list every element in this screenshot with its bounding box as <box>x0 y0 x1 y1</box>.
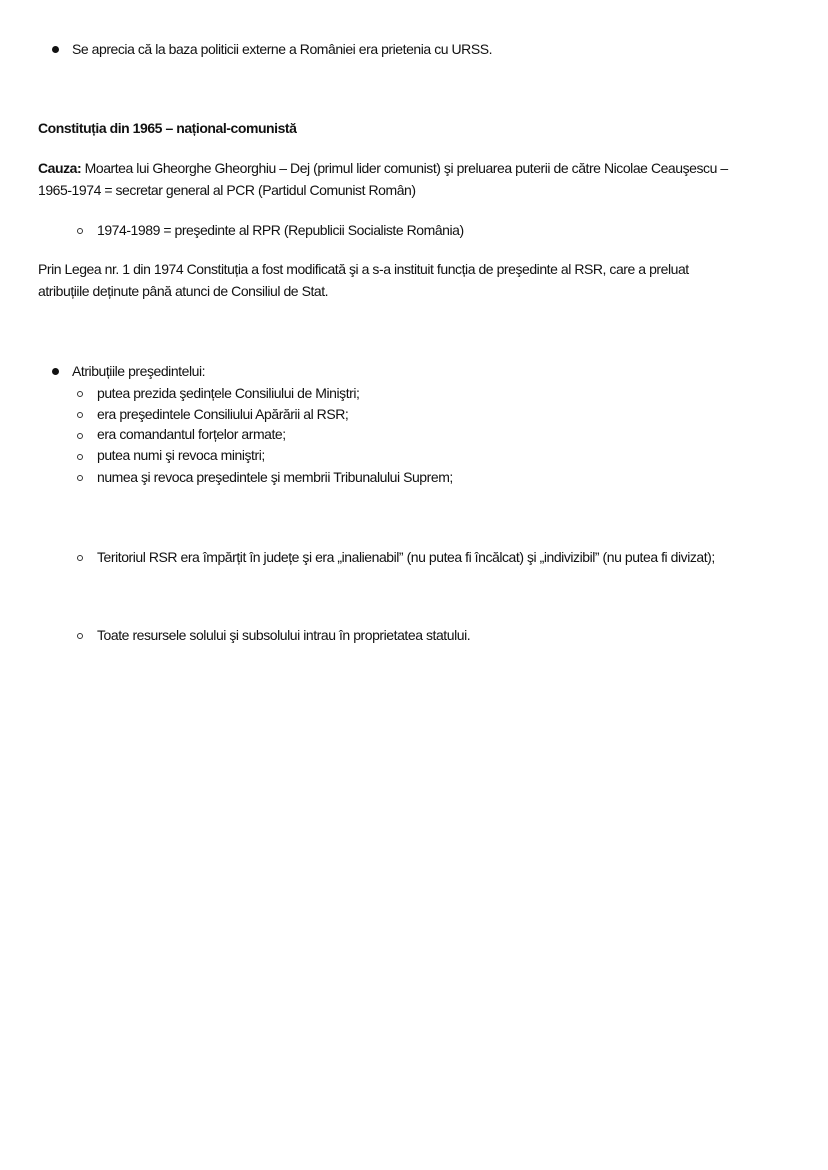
law-line-1: Prin Legea nr. 1 din 1974 Constituția a fost modificată şi a s-a instituit funcția de preşedinte al RSR, care a preluat <box>38 261 689 277</box>
circle-bullet-icon <box>77 412 83 418</box>
attribution-item: era preşedintele Consiliului Apărării al RSR; <box>97 406 349 422</box>
attribution-item: numea şi revoca preşedintele şi membrii Tribunalului Suprem; <box>97 469 453 485</box>
circle-bullet-icon <box>77 475 83 481</box>
circle-bullet-icon <box>77 433 83 439</box>
cause-label: Cauza: <box>38 160 82 176</box>
cause-line-2: 1965-1974 = secretar general al PCR (Partidul Comunist Român) <box>38 182 416 198</box>
president-period: 1974-1989 = preşedinte al RPR (Republicii Socialiste România) <box>97 222 464 238</box>
cause-text: Moartea lui Gheorghe Gheorghiu – Dej (primul lider comunist) şi preluarea puterii de către Nicolae Ceauşescu – <box>81 160 728 176</box>
attribution-item: putea prezida şedințele Consiliului de Miniştri; <box>97 385 360 401</box>
circle-bullet-icon <box>77 454 83 460</box>
attribution-item: era comandantul forțelor armate; <box>97 426 286 442</box>
resources-item: Toate resursele solului şi subsolului intrau în proprietatea statului. <box>97 627 471 643</box>
circle-bullet-icon <box>77 228 83 234</box>
section-heading: Constituția din 1965 – național-comunistă <box>38 120 297 136</box>
foreign-policy-bullet: Se aprecia că la baza politicii externe a României era prietenia cu URSS. <box>72 41 493 57</box>
circle-bullet-icon <box>77 391 83 397</box>
law-line-2: atribuțiile deținute până atunci de Consiliul de Stat. <box>38 283 329 299</box>
attribution-item: putea numi şi revoca miniştri; <box>97 447 265 463</box>
attributions-title: Atribuțiile preşedintelui: <box>72 363 206 379</box>
bullet-icon <box>52 368 59 375</box>
circle-bullet-icon <box>77 633 83 639</box>
territory-item: Teritoriul RSR era împărțit în județe şi era „inalienabil” (nu putea fi încălcat) şi „indivizibil” (nu putea fi divizat); <box>97 549 715 565</box>
bullet-icon <box>52 46 59 53</box>
cause-line-1 <box>38 159 728 177</box>
circle-bullet-icon <box>77 555 83 561</box>
